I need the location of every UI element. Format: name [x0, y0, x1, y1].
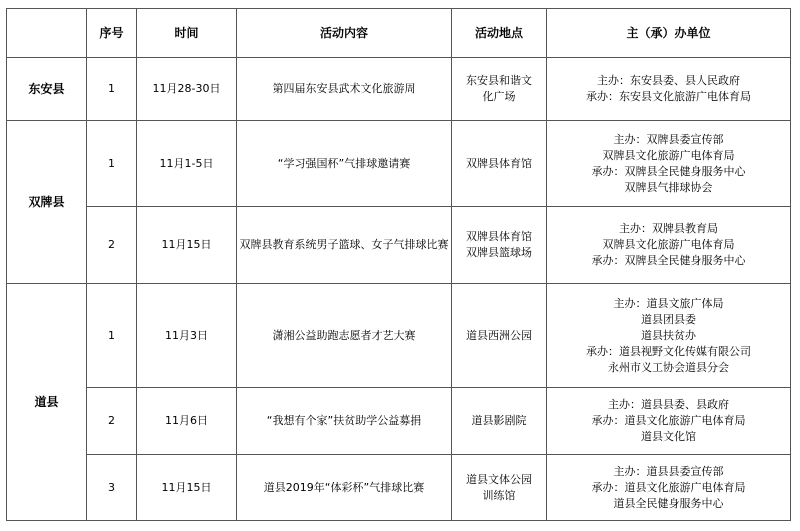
- seq-cell: 1: [87, 58, 137, 121]
- header-county: [7, 9, 87, 58]
- organizer-cell: [547, 121, 791, 207]
- time-cell: 11月3日: [137, 284, 237, 388]
- organizer-line: 承办：双牌县全民健身服务中心: [591, 254, 746, 267]
- table-row: [7, 121, 791, 207]
- organizer-line: 永州市义工协会道县分会: [608, 360, 729, 374]
- venue-line: 双牌县体育馆: [466, 230, 532, 243]
- organizer-line: 双牌县气排球协会: [624, 180, 713, 194]
- organizer-line: 主办：道县文旅广体局: [613, 296, 724, 310]
- venue-cell: [452, 207, 547, 284]
- content-cell: 潇湘公益助跑志愿者才艺大赛: [237, 284, 452, 388]
- seq-cell: 2: [87, 207, 137, 284]
- venue-cell: [452, 388, 547, 455]
- venue-line: 化广场: [482, 90, 516, 103]
- venue-line: 双牌县篮球场: [466, 246, 532, 259]
- organizer-line: 承办：道县视野文化传媒有限公司: [586, 344, 751, 358]
- events-table: [6, 8, 791, 521]
- header-seq: 序号: [87, 9, 137, 58]
- venue-line: 道县文体公园: [466, 472, 532, 486]
- content-text: 双牌县教育系统男子篮球、女子气排球比赛: [239, 238, 449, 251]
- venue-line: 双牌县体育馆: [466, 156, 532, 170]
- table-row: [7, 207, 791, 284]
- organizer-cell: [547, 207, 791, 284]
- time-cell: 11月15日: [137, 207, 237, 284]
- header-row: [7, 9, 791, 58]
- header-time: 时间: [137, 9, 237, 58]
- time-cell: 11月6日: [137, 388, 237, 455]
- organizer-line: 主办：双牌县教育局: [619, 222, 718, 235]
- seq-cell: 2: [87, 388, 137, 455]
- venue-line: 东安县和谐文: [466, 74, 532, 87]
- organizer-line: 承办：道县文化旅游广电体育局: [591, 480, 746, 494]
- seq-cell: 3: [87, 455, 137, 521]
- organizer-line: 主办：道县县委宣传部: [613, 464, 724, 478]
- content-cell: 道县2019年“体彩杯”气排球比赛: [237, 455, 452, 521]
- seq-cell: 1: [87, 284, 137, 388]
- venue-line: 道县西洲公园: [466, 328, 532, 342]
- organizer-line: 道县团县委: [641, 312, 696, 326]
- venue-line: 训练馆: [482, 488, 516, 502]
- organizer-cell: [547, 388, 791, 455]
- table-row: [7, 58, 791, 121]
- organizer-cell: [547, 284, 791, 388]
- header-content: 活动内容: [237, 9, 452, 58]
- header-venue: 活动地点: [452, 9, 547, 58]
- time-cell: 11月15日: [137, 455, 237, 521]
- organizer-line: 双牌县文化旅游广电体育局: [602, 148, 735, 162]
- header-organizer: 主（承）办单位: [547, 9, 791, 58]
- table-row: [7, 388, 791, 455]
- organizer-line: 道县全民健身服务中心: [613, 496, 724, 510]
- content-cell: “学习强国杯”气排球邀请赛: [237, 121, 452, 207]
- venue-cell: [452, 58, 547, 121]
- organizer-line: 主办：道县县委、县政府: [608, 398, 729, 411]
- seq-cell: 1: [87, 121, 137, 207]
- venue-cell: [452, 121, 547, 207]
- organizer-line: 道县扶贫办: [641, 328, 696, 342]
- content-cell: 第四届东安县武术文化旅游周: [237, 58, 452, 121]
- county-name: 道县: [7, 284, 87, 521]
- organizer-line: 双牌县文化旅游广电体育局: [602, 238, 735, 251]
- venue-line: 道县影剧院: [471, 414, 527, 427]
- organizer-cell: [547, 455, 791, 521]
- organizer-line: 主办：东安县委、县人民政府: [597, 74, 740, 87]
- county-name: 东安县: [7, 58, 87, 121]
- table-row: [7, 284, 791, 388]
- content-cell: “我想有个家”扶贫助学公益募捐: [237, 388, 452, 455]
- content-cell: [237, 207, 452, 284]
- county-name: 双牌县: [7, 121, 87, 284]
- time-cell: 11月28-30日: [137, 58, 237, 121]
- organizer-cell: [547, 58, 791, 121]
- organizer-line: 承办：道县文化旅游广电体育局: [591, 414, 746, 427]
- table-row: [7, 455, 791, 521]
- venue-cell: [452, 455, 547, 521]
- organizer-line: 主办：双牌县委宣传部: [613, 132, 724, 146]
- organizer-line: 承办：东安县文化旅游广电体育局: [586, 90, 751, 103]
- organizer-line: 道县文化馆: [641, 430, 696, 443]
- time-cell: 11月1-5日: [137, 121, 237, 207]
- organizer-line: 承办：双牌县全民健身服务中心: [591, 164, 746, 178]
- venue-cell: [452, 284, 547, 388]
